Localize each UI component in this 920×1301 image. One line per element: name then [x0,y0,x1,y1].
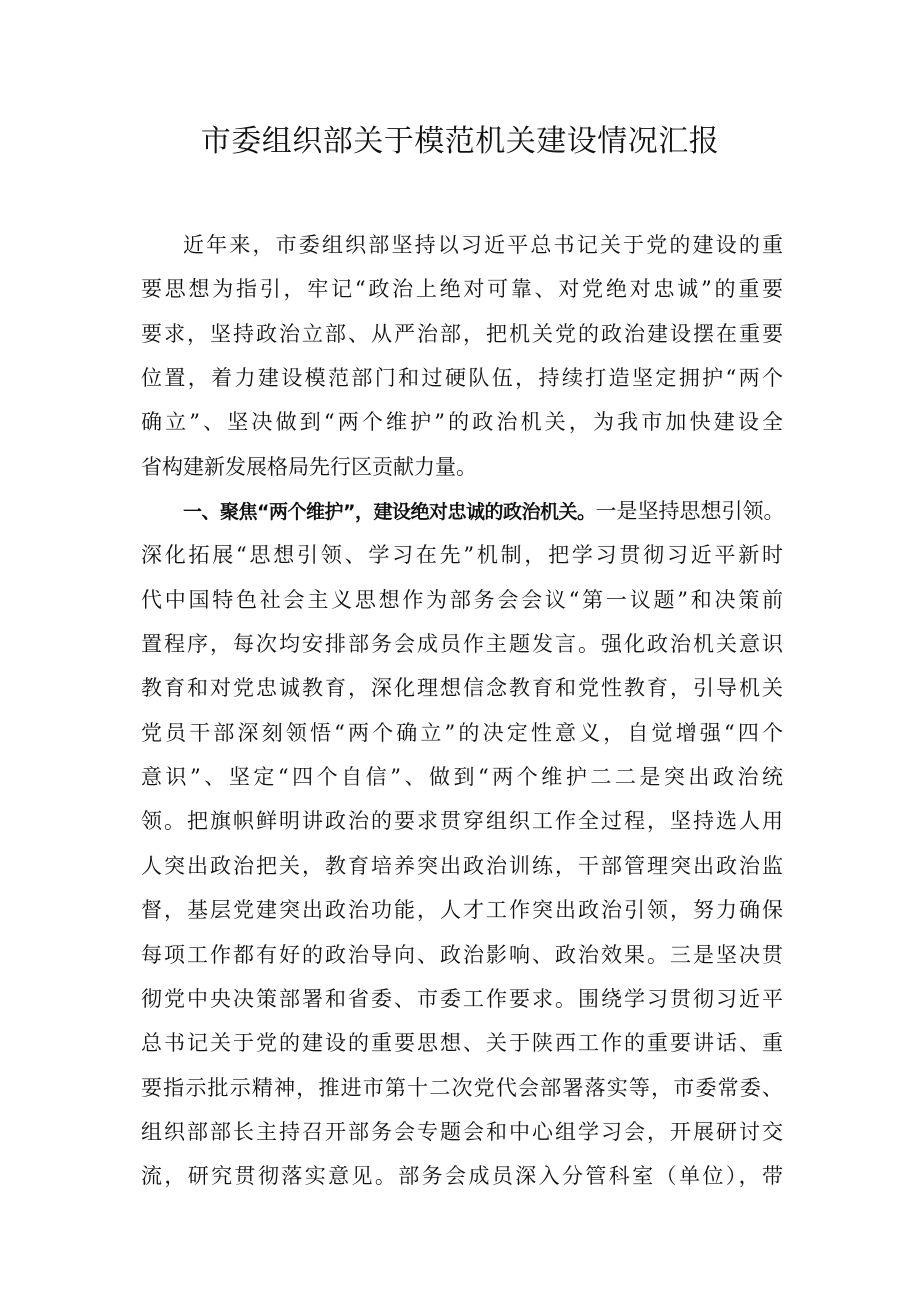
section-one-line: 置程序，每次均安排部务会成员作主题发言。强化政治机关意识 [141,632,783,657]
section-one-line: 代中国特色社会主义思想作为部务会会议“第一议题”和决策前 [141,587,783,612]
intro-paragraph-line: 要思想为指引，牢记“政治上绝对可靠、对党绝对忠诚”的重要 [141,277,783,302]
section-one-line: 每项工作都有好的政治导向、政治影响、政治效果。三是坚决贯 [141,942,783,967]
document-title: 市委组织部关于模范机关建设情况汇报 [200,124,720,159]
section-one-line: 督，基层党建突出政治功能，人才工作突出政治引领，努力确保 [141,898,783,923]
section-one-line: 教育和对党忠诚教育，深化理想信念教育和党性教育，引导机关 [141,676,783,701]
document-body [141,223,783,1199]
section-one-line: 党员干部深刻领悟“两个确立”的决定性意义，自觉增强“四个 [141,720,783,745]
section-one-heading: 一、聚焦“两个维护”，建设绝对忠诚的政治机关。 [183,501,596,524]
section-one-line: 要指示批示精神，推进市第十二次党代会部署落实等，市委常委、 [141,1075,783,1100]
section-one-line: 领。把旗帜鲜明讲政治的要求贯穿组织工作全过程，坚持选人用 [141,809,783,834]
section-one-line: 组织部部长主持召开部务会专题会和中心组学习会，开展研讨交 [141,1119,783,1144]
section-one-line: 彻党中央决策部署和省委、市委工作要求。围绕学习贯彻习近平 [141,986,783,1011]
section-one-line: 深化拓展“思想引领、学习在先”机制，把学习贯彻习近平新时 [141,543,783,568]
intro-paragraph-line: 省构建新发展格局先行区贡献力量。 [141,454,477,479]
intro-paragraph-line: 确立”、坚决做到“两个维护”的政治机关，为我市加快建设全 [141,410,783,435]
intro-paragraph-line: 要求，坚持政治立部、从严治部，把机关党的政治建设摆在重要 [141,321,783,346]
intro-paragraph-line: 近年来，市委组织部坚持以习近平总书记关于党的建设的重 [183,233,783,257]
section-one-line: 总书记关于党的建设的重要思想、关于陕西工作的重要讲话、重 [141,1031,783,1056]
section-one-first-line-rest: 一是坚持思想引领。 [595,499,785,524]
section-one-first-line [141,489,783,533]
section-one-line: 流，研究贯彻落实意见。部务会成员深入分管科室（单位），带 [141,1164,783,1189]
section-one-line: 意识”、坚定“四个自信”、做到“两个维护二二是突出政治统 [141,765,783,790]
intro-paragraph-line: 位置，着力建设模范部门和过硬队伍，持续打造坚定拥护“两个 [141,366,783,391]
section-one-line: 人突出政治把关，教育培养突出政治训练，干部管理突出政治监 [141,853,783,878]
